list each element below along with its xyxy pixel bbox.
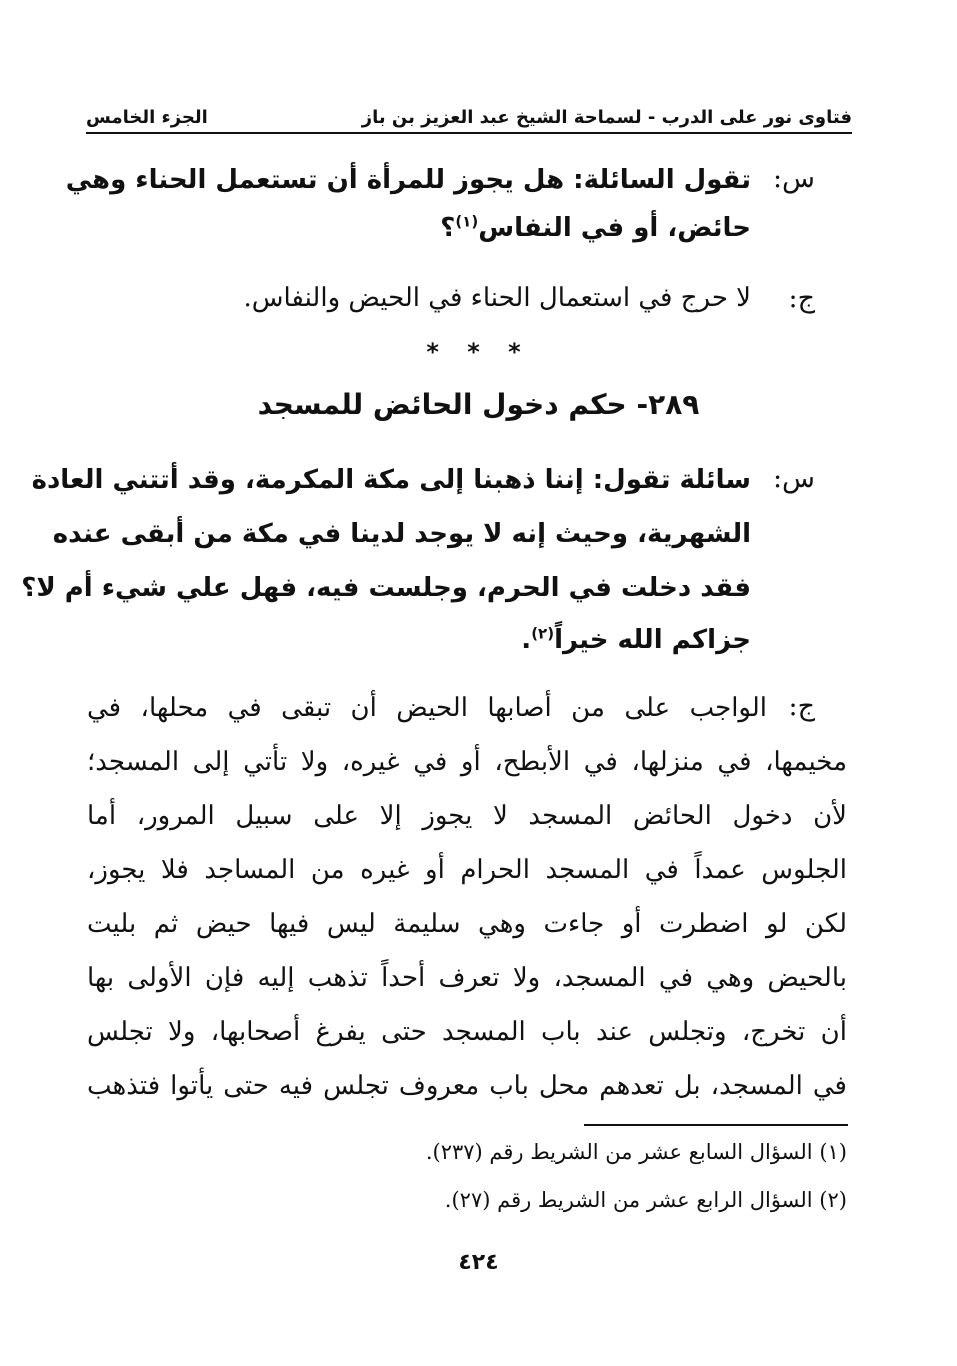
footnote-2: (٢) السؤال الرابع عشر من الشريط رقم (٢٧). — [444, 1188, 847, 1212]
answer-2-label: ج: — [788, 691, 815, 722]
footnote-1: (١) السؤال السابع عشر من الشريط رقم (٢٣٧). — [425, 1140, 847, 1164]
question-2-line-3: فقد دخلت في الحرم، وجلست فيه، فهل علي شيء أم لا؟ — [21, 573, 751, 603]
answer-2-line-6: بالحيض وهي في المسجد، ولا تعرف أحداً تذهب إليه فإن الأولى بها — [87, 963, 847, 993]
answer-2-line-8: في المسجد، بل تعدهم محل باب معروف تجلس فيه حتى يأتوا فتذهب — [87, 1071, 847, 1101]
answer-1-label: ج: — [788, 283, 815, 314]
volume-label: الجزء الخامس — [86, 107, 208, 128]
question-1-line-1: تقول السائلة: هل يجوز للمرأة أن تستعمل الحناء وهي — [65, 165, 751, 195]
running-header — [86, 90, 852, 134]
answer-2-line-4: الجلوس عمداً في المسجد الحرام أو غيره من المساجد فلا يجوز، — [87, 855, 847, 885]
question-1-label: س: — [772, 163, 815, 194]
footnote-mark-2: (٢) — [531, 624, 555, 643]
section-separator: * * * — [426, 338, 531, 366]
answer-1-text: لا حرج في استعمال الحناء في الحيض والنفاس. — [243, 283, 751, 313]
answer-2-line-2: مخيمها، في منزلها، في الأبطح، أو في غيره، ولا تأتي إلى المسجد؛ — [87, 747, 847, 777]
question-2-line-4-text: جزاكم الله خيراً — [554, 625, 751, 655]
question-2-label: س: — [772, 463, 815, 494]
question-2-line-4 — [521, 624, 751, 655]
question-2-line-2: الشهرية، وحيث إنه لا يوجد لدينا في مكة من أبقى عنده — [52, 519, 751, 549]
question-2-line-1: سائلة تقول: إننا ذهبنا إلى مكة المكرمة، وقد أتتني العادة — [31, 465, 751, 495]
book-title: فتاوى نور على الدرب - لسماحة الشيخ عبد العزيز بن باز — [361, 107, 852, 128]
question-2-end: . — [521, 625, 532, 655]
answer-2-line-7: أن تخرج، وتجلس عند باب المسجد حتى يفرغ أصحابها، ولا تجلس — [87, 1017, 847, 1047]
footnote-mark-1: (١) — [455, 212, 479, 231]
question-1-end: ؟ — [440, 213, 456, 243]
question-1-line-2 — [440, 212, 751, 243]
answer-2-line-1: الواجب على من أصابها الحيض أن تبقى في محلها، في — [87, 693, 767, 723]
section-title: ٢٨٩- حكم دخول الحائض للمسجد — [257, 388, 700, 421]
question-1-line-2-text: حائض، أو في النفاس — [478, 213, 751, 243]
answer-2-line-5: لكن لو اضطرت أو جاءت وهي سليمة ليس فيها حيض ثم بليت — [87, 909, 847, 939]
footnote-divider — [584, 1124, 848, 1126]
page-number: ٤٢٤ — [458, 1250, 499, 1275]
answer-2-line-3: لأن دخول الحائض المسجد لا يجوز إلا على سبيل المرور، أما — [87, 801, 847, 831]
